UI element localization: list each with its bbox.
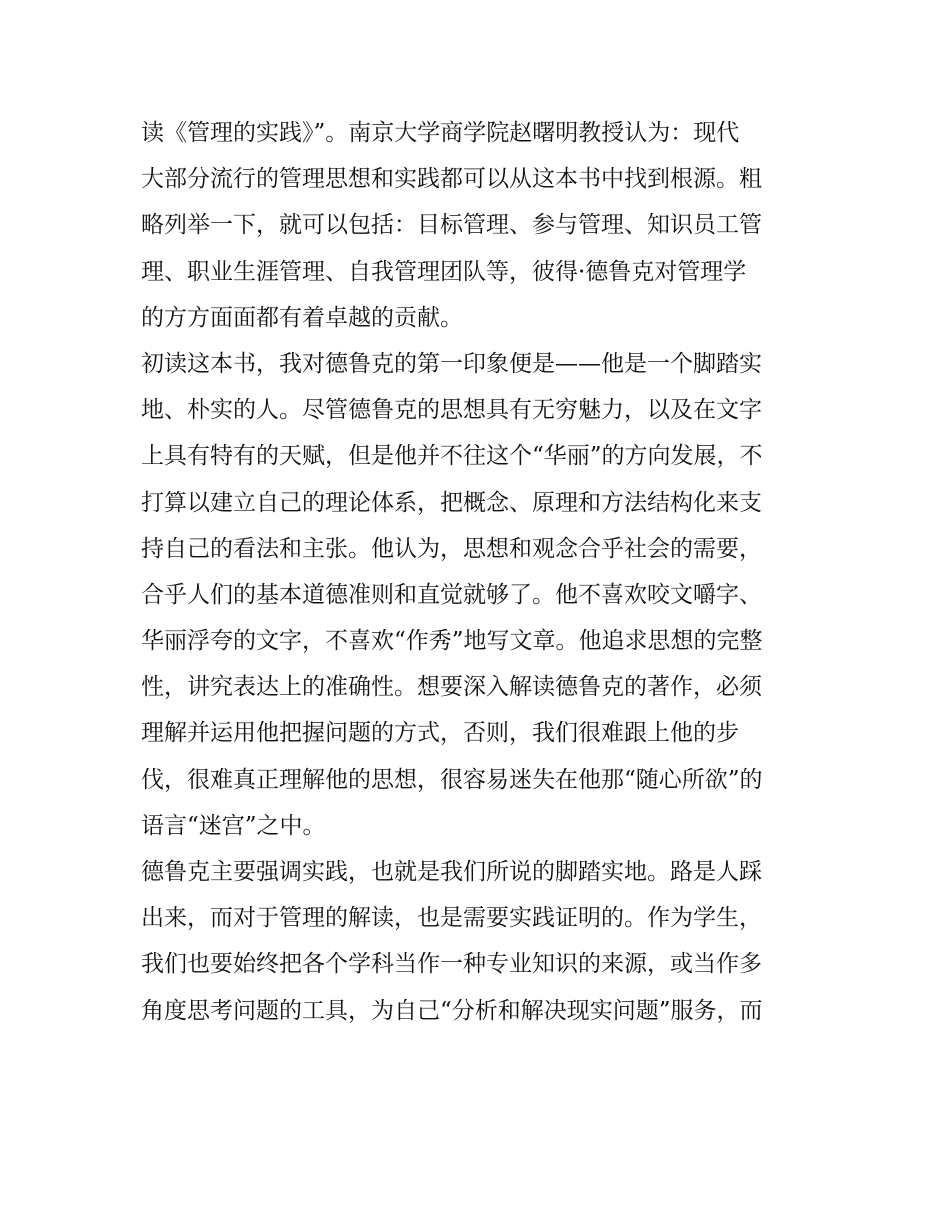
text-line: 德鲁克主要强调实践，也就是我们所说的脚踏实地。路是人踩 [141, 859, 762, 885]
text-line: 读《管理的实践》”。南京大学商学院赵曙明教授认为：现代 [141, 120, 740, 146]
text-line: 初读这本书，我对德鲁克的第一印象便是——他是一个脚踏实 [141, 350, 762, 377]
text-line: 上具有特有的天赋，但是他并不往这个“华丽”的方向发展，不 [141, 443, 763, 470]
text-line: 地、朴实的人。尽管德鲁克的思想具有无穷魅力，以及在文字 [141, 397, 762, 424]
text-line: 我们也要始终把各个学科当作一种专业知识的来源，或当作多 [141, 951, 762, 978]
text-line: 理解并运用他把握问题的方式，否则，我们很难跟上他的步 [141, 720, 739, 747]
text-line: 语言“迷宫”之中。 [141, 812, 326, 839]
text-line: 持自己的看法和主张。他认为，思想和观念合乎社会的需要， [141, 535, 762, 562]
text-line: 伐，很难真正理解他的思想，很容易迷失在他那“随心所欲”的 [141, 766, 763, 793]
text-line: 出来，而对于管理的解读，也是需要实践证明的。作为学生， [141, 905, 762, 932]
text-line: 性，讲究表达上的准确性。想要深入解读德鲁克的著作，必须 [141, 674, 762, 701]
text-line: 角度思考问题的工具，为自己“分析和解决现实问题”服务，而 [141, 997, 763, 1024]
text-line: 大部分流行的管理思想和实践都可以从这本书中找到根源。粗 [141, 166, 762, 193]
text-line: 的方方面面都有着卓越的贡献。 [141, 304, 463, 331]
text-line: 华丽浮夸的文字，不喜欢“作秀”地写文章。他追求思想的完整 [141, 628, 763, 655]
text-line: 合乎人们的基本道德准则和直觉就够了。他不喜欢咬文嚼字、 [141, 581, 762, 608]
text-line: 略列举一下，就可以包括：目标管理、参与管理、知识员工管 [141, 212, 762, 239]
text-line: 打算以建立自己的理论体系，把概念、原理和方法结构化来支 [141, 489, 762, 516]
text-line: 理、职业生涯管理、自我管理团队等，彼得·德鲁克对管理学 [141, 258, 747, 285]
body-text [141, 110, 821, 1034]
